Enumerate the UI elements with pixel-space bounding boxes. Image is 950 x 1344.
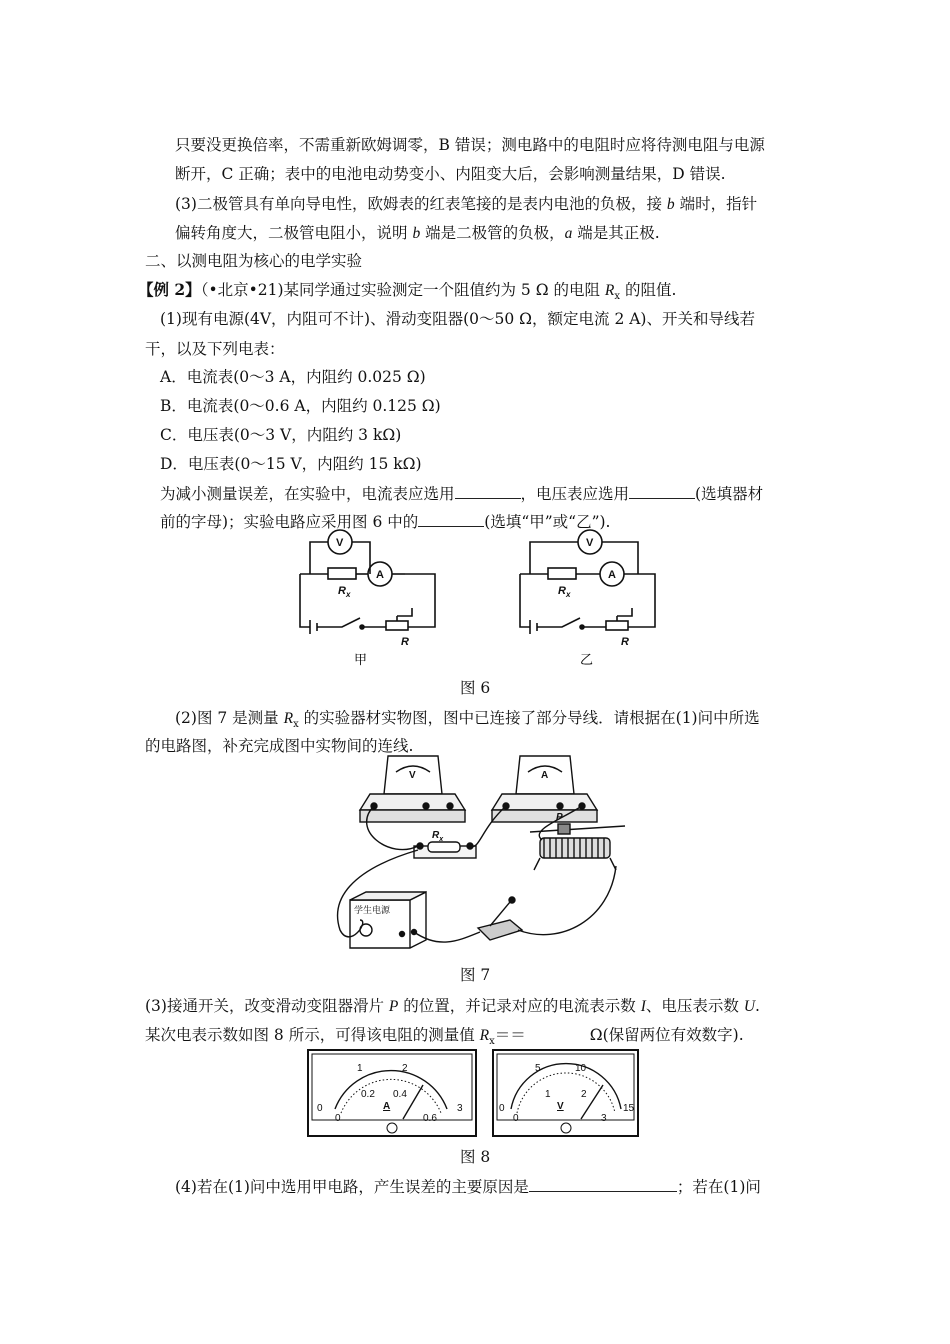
q1-option-a: A．电流表(0～3 A，内阻约 0.025 Ω)	[160, 368, 426, 386]
fig6-yi-r-label: R	[621, 636, 629, 648]
fig8-ammeter-left: 0	[317, 1103, 323, 1114]
fig7-voltmeter-label: V	[409, 770, 416, 781]
para1-line1: 只要没更换倍率，不需重新欧姆调零，B 错误；测电路中的电阻时应将待测电阻与电源	[175, 136, 765, 154]
fig8-ammeter-top-1: 1	[357, 1063, 363, 1074]
fig8-ammeter-top-2: 2	[402, 1063, 408, 1074]
q4-line1: (4)若在(1)问中选用甲电路，产生误差的主要原因是 ；若在(1)问	[175, 1175, 761, 1198]
para1-line2: 断开，C 正确；表中的电池电动势变小、内阻变大后，会影响测量结果，D 错误.	[175, 165, 726, 183]
fig8-voltmeter-bottom-0: 0	[513, 1113, 519, 1124]
fig8-ammeter-bottom-0: 0	[335, 1113, 341, 1124]
fig6-jia-r-label: R	[401, 636, 409, 648]
figure-6-circuits	[290, 528, 670, 668]
fig8-ammeter-bottom-06: 0.6	[423, 1113, 437, 1124]
fig7-rx-label: $R_x$	[432, 830, 444, 843]
para2-line2: 偏转角度大，二极管电阻小，说明 b 端是二极管的负极，a 端是其正极.	[175, 224, 660, 242]
q1-line1: (1)现有电源(4V，内阻可不计)、滑动变阻器(0～50 Ω，额定电流 2 A)、开关和导线若	[160, 310, 755, 328]
fig8-ammeter-bottom-04: 0.4	[393, 1089, 407, 1100]
example-tag: 【例 2】	[138, 280, 201, 299]
fig8-ammeter-unit: A	[383, 1101, 391, 1112]
fig7-rheostat	[530, 824, 625, 870]
fig7-voltmeter	[360, 756, 465, 822]
answer-blank-error-reason[interactable]	[529, 1175, 677, 1192]
answer-blank-voltmeter[interactable]	[629, 482, 695, 499]
fig7-switch	[478, 897, 522, 940]
fig8-voltmeter	[493, 1050, 638, 1136]
fig7-resistor-rx	[414, 842, 476, 858]
q1-line2: 干，以及下列电表：	[145, 340, 285, 358]
fig7-caption: 图 7	[460, 966, 491, 984]
example-header: 【例 2】（•北京•21)某同学通过实验测定一个阻值约为 5 Ω 的电阻 $R_x$ 的阻值.	[138, 280, 677, 303]
q1-option-b: B．电流表(0～0.6 A，内阻约 0.125 Ω)	[160, 397, 441, 415]
fig8-voltmeter-top-10: 10	[575, 1063, 587, 1074]
fig8-voltmeter-unit: V	[557, 1101, 564, 1112]
fig7-ammeter	[492, 756, 597, 822]
fig8-voltmeter-left: 0	[499, 1103, 505, 1114]
fig7-p-label: P	[556, 812, 563, 823]
fig8-voltmeter-bottom-2: 2	[581, 1089, 587, 1100]
fig8-voltmeter-bottom-3: 3	[601, 1113, 607, 1124]
fig6-label-jia: 甲	[354, 652, 368, 667]
fig6-jia-voltmeter-label: V	[336, 537, 344, 549]
figure-7-apparatus	[330, 750, 640, 960]
fig6-yi-ammeter-label: A	[608, 569, 616, 581]
fig8-caption: 图 8	[460, 1148, 491, 1166]
answer-blank-circuit[interactable]	[418, 510, 484, 527]
q3-line1: (3)接通开关，改变滑动变阻器滑片 P 的位置，并记录对应的电流表示数 I、电压表示数 U.	[145, 997, 760, 1015]
q2-line2: 的电路图，补充完成图中实物间的连线.	[145, 737, 414, 755]
q2-line1: (2)图 7 是测量 $R_x$ 的实验器材实物图，图中已连接了部分导线．请根据在(1)问中所选	[175, 709, 760, 731]
fig6-jia-ammeter-label: A	[376, 569, 384, 581]
fig7-ammeter-label: A	[541, 770, 549, 781]
fig6-label-yi: 乙	[580, 652, 594, 667]
fig6-caption: 图 6	[460, 679, 491, 697]
q1-line3: 为减小测量误差，在实验中，电流表应选用 ，电压表应选用 (选填器材	[160, 482, 763, 505]
fig8-ammeter	[308, 1050, 476, 1136]
fig6-yi-voltmeter-label: V	[586, 537, 594, 549]
fig6-yi-rx-label: $R_x$	[558, 585, 571, 599]
answer-blank-ammeter[interactable]	[455, 482, 521, 499]
q1-line4: 前的字母)；实验电路应采用图 6 中的 (选填“甲”或“乙”).	[160, 510, 610, 533]
fig8-ammeter-bottom-02: 0.2	[361, 1089, 375, 1100]
circuit-jia	[300, 530, 435, 634]
q1-option-d: D．电压表(0～15 V，内阻约 15 kΩ)	[160, 455, 422, 473]
fig8-voltmeter-right: 15	[623, 1103, 635, 1114]
figure-8-meters	[305, 1047, 645, 1139]
q3-line2: 某次电表示数如图 8 所示，可得该电阻的测量值 $R_x== \Omega$(保留两位有效数字).	[145, 1026, 744, 1048]
fig8-voltmeter-bottom-1: 1	[545, 1089, 551, 1100]
q1-option-c: C．电压表(0～3 V，内阻约 3 kΩ)	[160, 426, 402, 444]
fig8-voltmeter-top-5: 5	[535, 1063, 541, 1074]
fig8-ammeter-right: 3	[457, 1103, 463, 1114]
fig7-supply-label: 学生电源	[354, 905, 391, 915]
section-title: 二、以测电阻为核心的电学实验	[145, 252, 363, 270]
para2-line1: (3)二极管具有单向导电性，欧姆表的红表笔接的是表内电池的负极，接 b 端时，指针	[175, 195, 758, 213]
fig6-jia-rx-label: $R_x$	[338, 585, 351, 599]
